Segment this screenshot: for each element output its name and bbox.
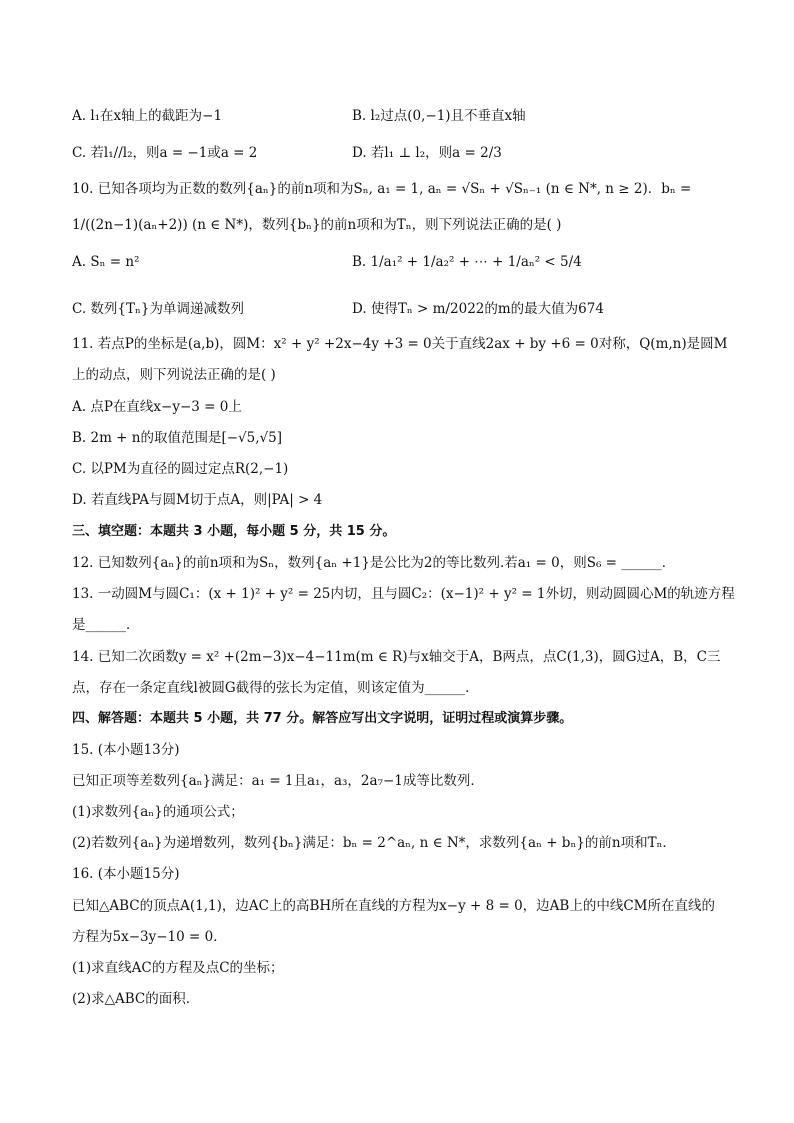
q15-part2: (2)若数列{aₙ}为递增数列，数列{bₙ}满足：bₙ = 2^aₙ, n ∈ N*，求数列{aₙ + bₙ}的前n项和Tₙ． <box>72 835 676 851</box>
q9-option-d: D. 若l₁ ⊥ l₂，则a = 2/3 <box>352 145 502 161</box>
q9-option-b: B. l₂过点(0,−1)且不垂直x轴 <box>352 108 526 124</box>
q10-option-d: D. 使得Tₙ > m/2022的m的最大值为674 <box>352 301 604 317</box>
q12-text: 12. 已知数列{aₙ}的前n项和为Sₙ，数列{aₙ +1}是公比为2的等比数列.若a₁ = 0，则S₆ = ______． <box>72 555 676 571</box>
q16-part1: (1)求直线AC的方程及点C的坐标； <box>72 960 284 976</box>
q10-option-c: C. 数列{Tₙ}为单调递减数列 <box>72 301 244 317</box>
q14-line1: 14. 已知二次函数y = x² +(2m−3)x−4−11m(m ∈ R)与x轴交于A，B两点，点C(1,3)，圆G过A，B，C三 <box>72 649 721 665</box>
q16-part2: (2)求△ABC的面积． <box>72 991 200 1007</box>
q16-stem-line1: 已知△ABC的顶点A(1,1)，边AC上的高BH所在直线的方程为x−y + 8 = 0，边AB上的中线CM所在直线的 <box>72 898 715 914</box>
q10-stem-line1: 10. 已知各项均为正数的数列{aₙ}的前n项和为Sₙ, a₁ = 1, aₙ = √Sₙ + √Sₙ₋₁ (n ∈ N*, n ≥ 2)．bₙ = <box>72 181 692 197</box>
q9-option-c: C. 若l₁//l₂，则a = −1或a = 2 <box>72 145 258 161</box>
q15-part1: (1)求数列{aₙ}的通项公式； <box>72 804 244 820</box>
q15-heading: 15. (本小题13分) <box>72 742 180 758</box>
q16-stem-line2: 方程为5x−3y−10 = 0． <box>72 929 227 945</box>
section-heading-solutions: 四、解答题：本题共 5 小题，共 77 分。解答应写出文字说明，证明过程或演算步骤。 <box>72 711 573 726</box>
q11-stem-line2: 上的动点，则下列说法正确的是( ) <box>72 367 276 383</box>
q14-line2: 点，存在一条定直线l被圆G截得的弦长为定值，则该定值为______． <box>72 680 479 696</box>
q16-heading: 16. (本小题15分) <box>72 866 180 882</box>
section-heading-fill-blank: 三、填空题：本题共 3 小题，每小题 5 分，共 15 分。 <box>72 524 396 539</box>
q11-option-c: C. 以PM为直径的圆过定点R(2,−1) <box>72 461 289 477</box>
q15-stem: 已知正项等差数列{aₙ}满足：a₁ = 1且a₁，a₃，2a₇−1成等比数列． <box>72 773 484 789</box>
q10-option-b: B. 1/a₁² + 1/a₂² + ⋯ + 1/aₙ² < 5/4 <box>352 254 582 270</box>
q11-option-d: D. 若直线PA与圆M切于点A，则|PA| > 4 <box>72 492 323 508</box>
q10-option-a: A. Sₙ = n² <box>72 254 140 270</box>
q11-option-a: A. 点P在直线x−y−3 = 0上 <box>72 399 242 415</box>
q13-line2: 是______． <box>72 617 140 633</box>
q9-option-a: A. l₁在x轴上的截距为−1 <box>72 108 223 124</box>
q13-line1: 13. 一动圆M与圆C₁：(x + 1)² + y² = 25内切，且与圆C₂：(x−1)² + y² = 1外切，则动圆圆心M的轨迹方程 <box>72 586 735 602</box>
q10-stem-line2: 1/((2n−1)(aₙ+2)) (n ∈ N*)，数列{bₙ}的前n项和为Tₙ，则下列说法正确的是( ) <box>72 217 562 233</box>
q11-option-b: B. 2m + n的取值范围是[−√5,√5] <box>72 430 283 446</box>
q11-stem-line1: 11. 若点P的坐标是(a,b)，圆M：x² + y² +2x−4y +3 = 0关于直线2ax + by +6 = 0对称，Q(m,n)是圆M <box>72 336 728 352</box>
